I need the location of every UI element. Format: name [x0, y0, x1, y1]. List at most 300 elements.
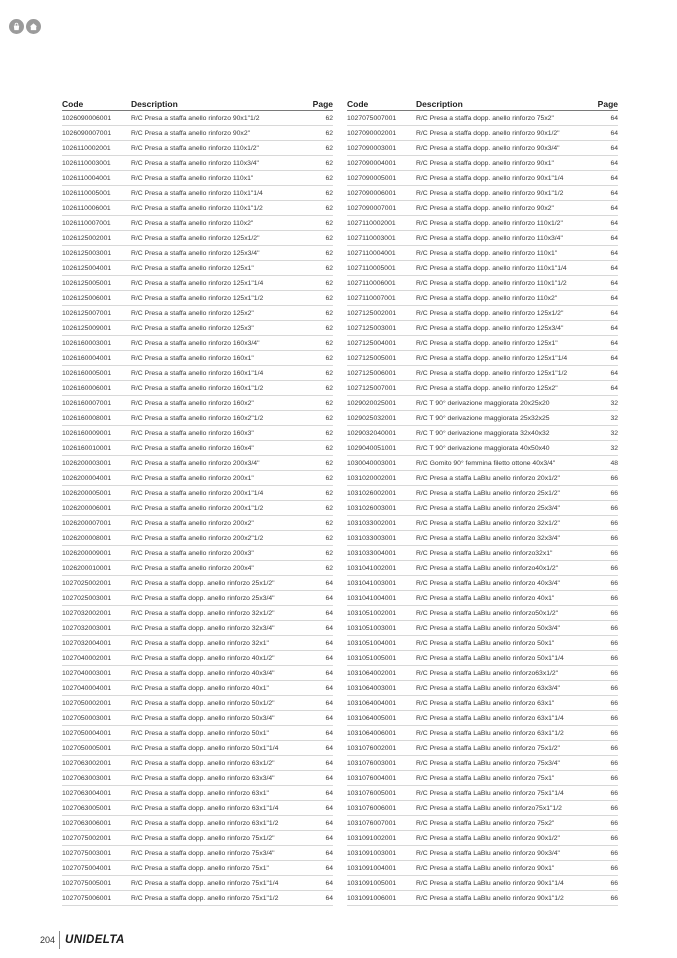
cell-page: 64	[311, 816, 333, 831]
table-row	[62, 501, 333, 516]
cell-page: 66	[596, 651, 618, 666]
table-row	[347, 306, 618, 321]
cell-code: 1031033003001	[347, 531, 416, 546]
cell-page: 62	[311, 156, 333, 171]
cell-code: 1027125006001	[347, 366, 416, 381]
table-row	[347, 246, 618, 261]
cell-code: 1029040051001	[347, 441, 416, 456]
table-row	[62, 381, 333, 396]
cell-description: R/C Presa a staffa dopp. anello rinforzo 63x1"1/4	[131, 801, 311, 816]
cell-description: R/C Presa a staffa anello rinforzo 125x3/4"	[131, 246, 311, 261]
cell-code: 1031064004001	[347, 696, 416, 711]
table-row	[347, 861, 618, 876]
cell-description: R/C Presa a staffa dopp. anello rinforzo 32x1/2"	[131, 606, 311, 621]
cell-code: 1026125004001	[62, 261, 131, 276]
table-row	[62, 291, 333, 306]
cell-code: 1027025003001	[62, 591, 131, 606]
cell-description: R/C Presa a staffa anello rinforzo 160x1"1/2	[131, 381, 311, 396]
table-row	[62, 216, 333, 231]
cell-code: 1026160008001	[62, 411, 131, 426]
cell-page: 62	[311, 231, 333, 246]
cell-code: 1027075003001	[62, 846, 131, 861]
cell-page: 66	[596, 621, 618, 636]
cell-code: 1026110004001	[62, 171, 131, 186]
cell-description: R/C Presa a staffa LaBlu anello rinforzo 75x2"	[416, 816, 596, 831]
cell-page: 62	[311, 501, 333, 516]
cell-code: 1027075006001	[62, 891, 131, 906]
cell-code: 1026200004001	[62, 471, 131, 486]
table-row	[62, 531, 333, 546]
cell-description: R/C Presa a staffa anello rinforzo 200x2"1/2	[131, 531, 311, 546]
table-row	[347, 546, 618, 561]
cell-description: R/C Presa a staffa dopp. anello rinforzo 40x1"	[131, 681, 311, 696]
cell-code: 1029032040001	[347, 426, 416, 441]
table-row	[62, 711, 333, 726]
cell-description: R/C Presa a staffa LaBlu anello rinforzo40x1/2"	[416, 561, 596, 576]
cell-code: 1031033002001	[347, 516, 416, 531]
table-row	[347, 771, 618, 786]
cell-code: 1027090003001	[347, 141, 416, 156]
table-row	[62, 636, 333, 651]
cell-description: R/C Presa a staffa LaBlu anello rinforzo 32x1/2"	[416, 516, 596, 531]
cell-page: 62	[311, 411, 333, 426]
cell-page: 62	[311, 531, 333, 546]
cell-page: 64	[311, 846, 333, 861]
cell-page: 64	[596, 276, 618, 291]
table-row	[347, 471, 618, 486]
cell-code: 1031064006001	[347, 726, 416, 741]
header-code: Code	[347, 98, 416, 111]
cell-description: R/C Presa a staffa dopp. anello rinforzo 90x1"	[416, 156, 596, 171]
cell-page: 64	[311, 606, 333, 621]
cell-code: 1026125003001	[62, 246, 131, 261]
cell-code: 1031064003001	[347, 681, 416, 696]
table-row	[347, 426, 618, 441]
table-row	[347, 816, 618, 831]
cell-code: 1026160010001	[62, 441, 131, 456]
cell-page: 62	[311, 321, 333, 336]
table-row	[62, 171, 333, 186]
table-row	[62, 561, 333, 576]
table-row	[347, 126, 618, 141]
cell-description: R/C Presa a staffa LaBlu anello rinforzo 63x1"	[416, 696, 596, 711]
cell-code: 1031091006001	[347, 891, 416, 906]
table-row	[62, 801, 333, 816]
table-row	[62, 756, 333, 771]
top-nav	[9, 19, 41, 34]
table-row	[62, 696, 333, 711]
cell-description: R/C Presa a staffa anello rinforzo 200x1"1/2	[131, 501, 311, 516]
cell-page: 32	[596, 441, 618, 456]
cell-description: R/C Presa a staffa anello rinforzo 90x2"	[131, 126, 311, 141]
page-number: 204	[40, 935, 56, 945]
cell-description: R/C Presa a staffa dopp. anello rinforzo 40x3/4"	[131, 666, 311, 681]
table-row	[347, 486, 618, 501]
cell-page: 66	[596, 801, 618, 816]
cell-page: 66	[596, 711, 618, 726]
cell-page: 66	[596, 876, 618, 891]
table-row	[62, 846, 333, 861]
table-row	[62, 771, 333, 786]
cell-page: 64	[596, 381, 618, 396]
cell-page: 66	[596, 816, 618, 831]
cell-code: 1027075007001	[347, 111, 416, 126]
cell-description: R/C Presa a staffa LaBlu anello rinforzo 40x1"	[416, 591, 596, 606]
cell-code: 1031051003001	[347, 621, 416, 636]
table-row	[62, 681, 333, 696]
cell-description: R/C Presa a staffa anello rinforzo 160x1"	[131, 351, 311, 366]
shopping-bag-icon[interactable]	[9, 19, 24, 34]
cell-description: R/C Presa a staffa anello rinforzo 200x4"	[131, 561, 311, 576]
cell-description: R/C Presa a staffa dopp. anello rinforzo 125x1"	[416, 336, 596, 351]
cell-code: 1027075005001	[62, 876, 131, 891]
cell-description: R/C Presa a staffa anello rinforzo 160x4"	[131, 441, 311, 456]
brand-logo: UNIDELTA	[65, 934, 125, 946]
cell-code: 1026160005001	[62, 366, 131, 381]
cell-description: R/C Presa a staffa dopp. anello rinforzo 90x1"1/2	[416, 186, 596, 201]
cell-page: 66	[596, 591, 618, 606]
cell-page: 66	[596, 726, 618, 741]
cell-code: 1026160006001	[62, 381, 131, 396]
cell-page: 64	[596, 231, 618, 246]
cell-page: 64	[311, 591, 333, 606]
table-row	[62, 861, 333, 876]
header-page: Page	[312, 99, 333, 109]
table-row	[347, 666, 618, 681]
home-icon[interactable]	[26, 19, 41, 34]
table-row	[62, 666, 333, 681]
cell-description: R/C Presa a staffa dopp. anello rinforzo 90x2"	[416, 201, 596, 216]
cell-code: 1029025032001	[347, 411, 416, 426]
cell-description: R/C Presa a staffa LaBlu anello rinforzo 90x1"	[416, 861, 596, 876]
cell-description: R/C Presa a staffa LaBlu anello rinforzo 25x1/2"	[416, 486, 596, 501]
table-row	[62, 366, 333, 381]
cell-description: R/C Presa a staffa dopp. anello rinforzo 75x1"	[131, 861, 311, 876]
cell-code: 1031051005001	[347, 651, 416, 666]
header-description: Description	[131, 98, 311, 111]
cell-page: 64	[311, 801, 333, 816]
cell-description: R/C Presa a staffa dopp. anello rinforzo 75x1"1/4	[131, 876, 311, 891]
table-row	[347, 891, 618, 906]
cell-description: R/C Presa a staffa dopp. anello rinforzo 40x1/2"	[131, 651, 311, 666]
cell-code: 1027090006001	[347, 186, 416, 201]
cell-page: 64	[311, 711, 333, 726]
table-row	[62, 156, 333, 171]
cell-page: 66	[596, 831, 618, 846]
cell-description: R/C Presa a staffa LaBlu anello rinforzo 90x3/4"	[416, 846, 596, 861]
table-row	[62, 411, 333, 426]
cell-code: 1031076003001	[347, 756, 416, 771]
table-row	[347, 321, 618, 336]
cell-page: 66	[596, 681, 618, 696]
cell-code: 1026200007001	[62, 516, 131, 531]
cell-page: 62	[311, 306, 333, 321]
cell-page: 66	[596, 486, 618, 501]
cell-code: 1026200009001	[62, 546, 131, 561]
table-row	[347, 846, 618, 861]
cell-code: 1031064002001	[347, 666, 416, 681]
cell-code: 1031076002001	[347, 741, 416, 756]
cell-code: 1031041003001	[347, 576, 416, 591]
cell-code: 1026110007001	[62, 216, 131, 231]
cell-code: 1027090005001	[347, 171, 416, 186]
cell-page: 64	[311, 726, 333, 741]
cell-description: R/C Presa a staffa dopp. anello rinforzo 63x1"	[131, 786, 311, 801]
cell-code: 1031091005001	[347, 876, 416, 891]
cell-page: 64	[596, 351, 618, 366]
cell-description: R/C Presa a staffa dopp. anello rinforzo 50x1"1/4	[131, 741, 311, 756]
cell-description: R/C Presa a staffa anello rinforzo 200x1"	[131, 471, 311, 486]
cell-page: 62	[311, 216, 333, 231]
cell-description: R/C Presa a staffa dopp. anello rinforzo 63x1"1/2	[131, 816, 311, 831]
cell-code: 1026110005001	[62, 186, 131, 201]
cell-code: 1026110006001	[62, 201, 131, 216]
table-left	[62, 98, 333, 906]
table-row	[347, 516, 618, 531]
cell-page: 64	[311, 876, 333, 891]
cell-description: R/C Presa a staffa dopp. anello rinforzo 125x1/2"	[416, 306, 596, 321]
cell-description: R/C Presa a staffa dopp. anello rinforzo 110x1"1/4	[416, 261, 596, 276]
cell-description: R/C Presa a staffa dopp. anello rinforzo 110x3/4"	[416, 231, 596, 246]
cell-code: 1027050004001	[62, 726, 131, 741]
cell-code: 1031051004001	[347, 636, 416, 651]
table-row	[62, 876, 333, 891]
cell-page: 64	[311, 771, 333, 786]
page-footer	[40, 931, 125, 949]
table-row	[347, 291, 618, 306]
cell-page: 64	[596, 366, 618, 381]
cell-description: R/C Presa a staffa LaBlu anello rinforzo 50x1"1/4	[416, 651, 596, 666]
cell-description: R/C T 90° derivazione maggiorata 20x25x20	[416, 396, 596, 411]
cell-description: R/C Presa a staffa dopp. anello rinforzo 63x3/4"	[131, 771, 311, 786]
cell-page: 62	[311, 486, 333, 501]
cell-code: 1027040002001	[62, 651, 131, 666]
cell-code: 1027050003001	[62, 711, 131, 726]
cell-description: R/C Presa a staffa LaBlu anello rinforzo 90x1"1/2	[416, 891, 596, 906]
cell-page: 62	[311, 426, 333, 441]
cell-page: 64	[596, 171, 618, 186]
table-row	[62, 816, 333, 831]
cell-description: R/C Presa a staffa LaBlu anello rinforzo32x1"	[416, 546, 596, 561]
table-row	[62, 891, 333, 906]
table-row	[347, 801, 618, 816]
table-row	[62, 456, 333, 471]
cell-code: 1027090004001	[347, 156, 416, 171]
table-row	[62, 246, 333, 261]
cell-description: R/C Presa a staffa LaBlu anello rinforzo50x1/2"	[416, 606, 596, 621]
cell-description: R/C Presa a staffa dopp. anello rinforzo 25x1/2"	[131, 576, 311, 591]
cell-description: R/C Presa a staffa LaBlu anello rinforzo 63x1"1/4	[416, 711, 596, 726]
table-row	[347, 156, 618, 171]
table-row	[62, 516, 333, 531]
cell-code: 1031033004001	[347, 546, 416, 561]
footer-divider	[59, 931, 60, 949]
cell-code: 1027025002001	[62, 576, 131, 591]
cell-page: 62	[311, 276, 333, 291]
cell-page: 64	[596, 291, 618, 306]
cell-code: 1026200005001	[62, 486, 131, 501]
cell-page: 62	[311, 291, 333, 306]
table-row	[62, 261, 333, 276]
cell-description: R/C Presa a staffa anello rinforzo 110x1"1/2	[131, 201, 311, 216]
cell-description: R/C Presa a staffa anello rinforzo 160x1"1/4	[131, 366, 311, 381]
cell-page: 62	[311, 546, 333, 561]
cell-page: 32	[596, 411, 618, 426]
cell-description: R/C Presa a staffa LaBlu anello rinforzo 75x3/4"	[416, 756, 596, 771]
cell-page: 62	[311, 456, 333, 471]
table-row	[347, 216, 618, 231]
cell-page: 64	[311, 621, 333, 636]
cell-page: 64	[311, 831, 333, 846]
table-row	[347, 186, 618, 201]
cell-page: 66	[596, 666, 618, 681]
cell-description: R/C Presa a staffa LaBlu anello rinforzo 40x3/4"	[416, 576, 596, 591]
cell-description: R/C Presa a staffa dopp. anello rinforzo 50x1/2"	[131, 696, 311, 711]
cell-page: 64	[311, 696, 333, 711]
cell-page: 62	[311, 186, 333, 201]
cell-page: 66	[596, 861, 618, 876]
cell-page: 62	[311, 246, 333, 261]
cell-page: 62	[311, 111, 333, 126]
cell-description: R/C Presa a staffa dopp. anello rinforzo 63x1/2"	[131, 756, 311, 771]
cell-description: R/C Presa a staffa LaBlu anello rinforzo63x1/2"	[416, 666, 596, 681]
cell-description: R/C Presa a staffa dopp. anello rinforzo 25x3/4"	[131, 591, 311, 606]
cell-code: 1026160003001	[62, 336, 131, 351]
cell-page: 64	[596, 186, 618, 201]
cell-code: 1027110005001	[347, 261, 416, 276]
cell-code: 1027063006001	[62, 816, 131, 831]
cell-description: R/C Presa a staffa LaBlu anello rinforzo 63x3/4"	[416, 681, 596, 696]
cell-page: 66	[596, 501, 618, 516]
table-row	[347, 411, 618, 426]
cell-description: R/C Presa a staffa anello rinforzo 200x3/4"	[131, 456, 311, 471]
cell-code: 1027125003001	[347, 321, 416, 336]
cell-description: R/C Presa a staffa LaBlu anello rinforzo 63x1"1/2	[416, 726, 596, 741]
cell-code: 1026125002001	[62, 231, 131, 246]
cell-page: 64	[596, 111, 618, 126]
cell-code: 1031020002001	[347, 471, 416, 486]
cell-description: R/C Presa a staffa anello rinforzo 110x1"1/4	[131, 186, 311, 201]
table-row	[347, 381, 618, 396]
cell-code: 1026200008001	[62, 531, 131, 546]
cell-description: R/C Presa a staffa dopp. anello rinforzo 75x2"	[416, 111, 596, 126]
table-row	[347, 456, 618, 471]
cell-description: R/C Presa a staffa dopp. anello rinforzo 90x3/4"	[416, 141, 596, 156]
table-row	[347, 276, 618, 291]
table-row	[347, 351, 618, 366]
cell-code: 1026110002001	[62, 141, 131, 156]
cell-page: 62	[311, 351, 333, 366]
cell-page: 62	[311, 366, 333, 381]
table-row	[347, 741, 618, 756]
cell-description: R/C Presa a staffa anello rinforzo 125x3"	[131, 321, 311, 336]
cell-code: 1026160009001	[62, 426, 131, 441]
cell-description: R/C Presa a staffa anello rinforzo 160x3/4"	[131, 336, 311, 351]
cell-description: R/C Presa a staffa dopp. anello rinforzo 125x1"1/2	[416, 366, 596, 381]
cell-page: 64	[311, 576, 333, 591]
cell-page: 66	[596, 891, 618, 906]
cell-code: 1027110003001	[347, 231, 416, 246]
cell-code: 1026160004001	[62, 351, 131, 366]
cell-page: 64	[311, 786, 333, 801]
table-row	[347, 651, 618, 666]
cell-description: R/C Presa a staffa LaBlu anello rinforzo 75x1"1/4	[416, 786, 596, 801]
table-row	[62, 726, 333, 741]
table-row	[347, 831, 618, 846]
cell-page: 32	[596, 396, 618, 411]
cell-description: R/C T 90° derivazione maggiorata 32x40x32	[416, 426, 596, 441]
cell-description: R/C Presa a staffa anello rinforzo 125x1"1/2	[131, 291, 311, 306]
cell-code: 1027040004001	[62, 681, 131, 696]
cell-page: 48	[596, 456, 618, 471]
cell-code: 1030040003001	[347, 456, 416, 471]
cell-description: R/C Presa a staffa dopp. anello rinforzo 110x1"	[416, 246, 596, 261]
cell-page: 66	[596, 576, 618, 591]
cell-page: 64	[311, 891, 333, 906]
cell-code: 1027125002001	[347, 306, 416, 321]
cell-description: R/C Presa a staffa dopp. anello rinforzo 110x1"1/2	[416, 276, 596, 291]
cell-code: 1027090007001	[347, 201, 416, 216]
cell-description: R/C Presa a staffa dopp. anello rinforzo 125x3/4"	[416, 321, 596, 336]
cell-page: 62	[311, 171, 333, 186]
cell-page: 64	[311, 651, 333, 666]
header-page: Page	[597, 99, 618, 109]
cell-code: 1031076007001	[347, 816, 416, 831]
cell-page: 64	[596, 201, 618, 216]
cell-code: 1029020025001	[347, 396, 416, 411]
cell-page: 64	[311, 681, 333, 696]
table-row	[347, 696, 618, 711]
cell-description: R/C Presa a staffa LaBlu anello rinforzo 75x1"	[416, 771, 596, 786]
table-row	[62, 786, 333, 801]
table-row	[347, 366, 618, 381]
cell-page: 62	[311, 471, 333, 486]
cell-code: 1027110002001	[347, 216, 416, 231]
cell-code: 1026200003001	[62, 456, 131, 471]
cell-code: 1027090002001	[347, 126, 416, 141]
table-row	[62, 621, 333, 636]
cell-description: R/C Presa a staffa anello rinforzo 110x1"	[131, 171, 311, 186]
cell-code: 1026110003001	[62, 156, 131, 171]
cell-page: 66	[596, 741, 618, 756]
cell-page: 32	[596, 426, 618, 441]
cell-code: 1027075004001	[62, 861, 131, 876]
table-row	[62, 591, 333, 606]
cell-code: 1027063002001	[62, 756, 131, 771]
cell-page: 66	[596, 696, 618, 711]
cell-code: 1031076004001	[347, 771, 416, 786]
cell-description: R/C Presa a staffa anello rinforzo 90x1"1/2	[131, 111, 311, 126]
table-row	[347, 171, 618, 186]
cell-page: 64	[311, 666, 333, 681]
cell-code: 1027032002001	[62, 606, 131, 621]
cell-page: 64	[596, 261, 618, 276]
cell-description: R/C Presa a staffa LaBlu anello rinforzo 25x3/4"	[416, 501, 596, 516]
table-row	[62, 606, 333, 621]
cell-description: R/C Presa a staffa LaBlu anello rinforzo75x1"1/2	[416, 801, 596, 816]
cell-description: R/C Presa a staffa anello rinforzo 125x2"	[131, 306, 311, 321]
table-row	[347, 501, 618, 516]
cell-description: R/C Presa a staffa anello rinforzo 200x1"1/4	[131, 486, 311, 501]
cell-description: R/C Gomito 90° femmina filetto ottone 40x3/4"	[416, 456, 596, 471]
cell-page: 62	[311, 141, 333, 156]
cell-code: 1027063005001	[62, 801, 131, 816]
cell-code: 1027050002001	[62, 696, 131, 711]
cell-description: R/C Presa a staffa anello rinforzo 110x1/2"	[131, 141, 311, 156]
cell-code: 1031091002001	[347, 831, 416, 846]
table-header	[347, 98, 618, 111]
cell-page: 66	[596, 606, 618, 621]
